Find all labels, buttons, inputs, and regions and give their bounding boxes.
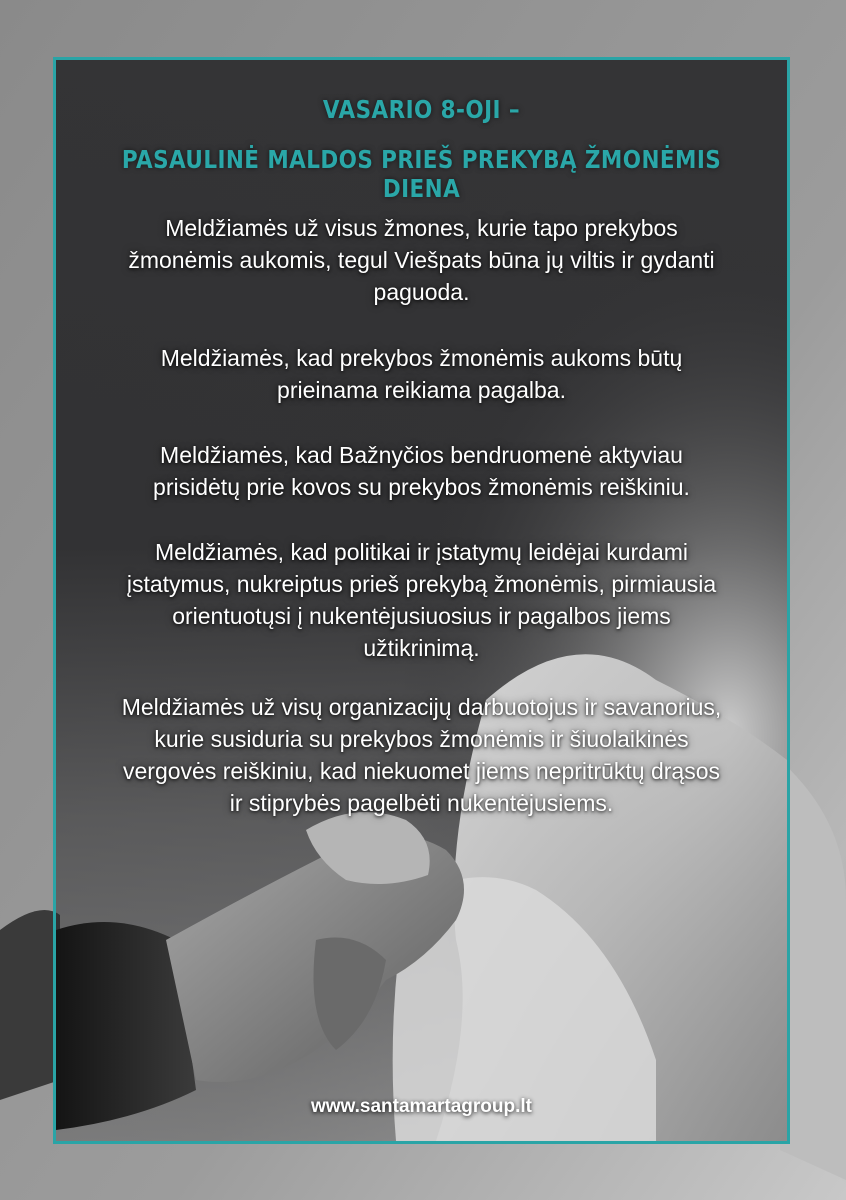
prayer-line: orientuotųsi į nukentėjusiuosius ir pagalbos jiems — [172, 603, 671, 629]
prayer-5 — [86, 691, 757, 819]
prayer-line: ir stiprybės pagelbėti nukentėjusiems. — [229, 790, 614, 816]
prayer-line: įstatymus, nukreiptus prieš prekybą žmonėmis, pirmiausia — [126, 571, 717, 597]
prayer-1 — [86, 212, 757, 308]
prayer-3 — [86, 439, 757, 503]
prayer-line: kurie susiduria su prekybos žmonėmis ir šiuolaikinės — [154, 726, 689, 752]
prayer-line: Meldžiamės už visus žmones, kurie tapo prekybos — [165, 215, 678, 241]
prayer-line: žmonėmis aukomis, tegul Viešpats būna jų viltis ir gydanti — [128, 247, 715, 273]
prayer-line: vergovės reiškiniu, kad niekuomet jiems nepritrūktų drąsos — [123, 758, 720, 784]
prayer-panel — [53, 57, 790, 1144]
prayer-line: Meldžiamės už visų organizacijų darbuotojus ir savanorius, — [121, 694, 722, 720]
prayer-line: prieinama reikiama pagalba. — [277, 377, 566, 403]
prayer-line: Meldžiamės, kad politikai ir įstatymų leidėjai kurdami — [154, 539, 689, 565]
prayer-line: Meldžiamės, kad Bažnyčios bendruomenė aktyviau — [160, 442, 683, 468]
prayer-line: užtikrinimą. — [363, 635, 480, 661]
prayer-2 — [86, 342, 757, 406]
prayer-line: paguoda. — [373, 279, 470, 305]
prayer-line: Meldžiamės, kad prekybos žmonėmis aukoms būtų — [160, 345, 683, 371]
website-link[interactable]: www.santamartagroup.lt — [311, 1096, 532, 1117]
heading-line-1: VASARIO 8-OJI – — [322, 95, 521, 124]
heading-line-2: PASAULINĖ MALDOS PRIEŠ PREKYBĄ ŽMONĖMIS DIENA — [121, 145, 722, 203]
prayer-4 — [86, 536, 757, 664]
prayer-line: prisidėtų prie kovos su prekybos žmonėmis reiškiniu. — [153, 474, 690, 500]
